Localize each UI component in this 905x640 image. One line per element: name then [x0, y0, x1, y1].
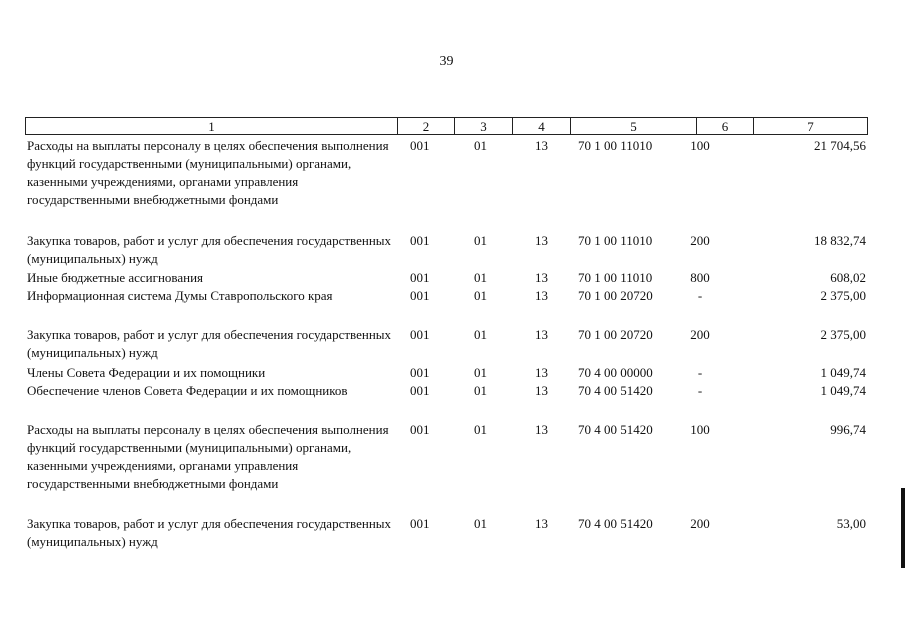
row-col-5: 70 4 00 51420: [578, 383, 653, 398]
row-col-2: 001: [410, 365, 430, 380]
row-col-3: 01: [474, 270, 487, 285]
row-col-7: 53,00: [836, 516, 866, 531]
row-col-5: 70 1 00 11010: [578, 138, 653, 153]
table-header: [25, 117, 868, 135]
row-col-5: 70 4 00 51420: [578, 516, 653, 531]
row-col-2: 001: [410, 383, 430, 398]
row-col-2: 001: [410, 138, 430, 153]
row-name: Информационная система Думы Ставропольского края: [27, 288, 333, 303]
row-col-2: 001: [410, 288, 430, 303]
row-col-6: 100: [690, 138, 710, 153]
row-col-3: 01: [474, 288, 487, 303]
header-col-5: 5: [571, 118, 697, 134]
row-col-7: 2 375,00: [820, 288, 866, 303]
row-col-7: 1 049,74: [820, 383, 866, 398]
row-col-3: 01: [474, 516, 487, 531]
row-col-3: 01: [474, 383, 487, 398]
row-name: Члены Совета Федерации и их помощники: [27, 365, 266, 380]
row-col-6: -: [697, 288, 703, 303]
row-col-2: 001: [410, 270, 430, 285]
row-name: Закупка товаров, работ и услуг для обеспечения государственных (муниципальных) нужд: [27, 233, 392, 266]
header-col-1: 1: [26, 118, 398, 134]
row-col-6: 100: [690, 422, 710, 437]
row-col-6: 200: [690, 327, 710, 342]
row-col-3: 01: [474, 327, 487, 342]
row-col-4: 13: [535, 327, 548, 342]
header-col-7: 7: [807, 119, 814, 134]
row-col-6: 200: [690, 516, 710, 531]
row-col-5: 70 4 00 00000: [578, 365, 653, 380]
row-col-4: 13: [535, 270, 548, 285]
row-col-2: 001: [410, 233, 430, 248]
row-col-5: 70 1 00 11010: [578, 233, 653, 248]
row-name: Расходы на выплаты персоналу в целях обеспечения выполнения функций государственными (муниципальными) органами, казенными учреждениями, органами управления государственными внебюджетными фондами: [27, 422, 389, 491]
row-col-2: 001: [410, 422, 430, 437]
row-col-7: 996,74: [830, 422, 866, 437]
row-col-5: 70 1 00 20720: [578, 327, 653, 342]
row-col-4: 13: [535, 383, 548, 398]
row-col-2: 001: [410, 516, 430, 531]
page-number: 39: [439, 54, 454, 69]
header-col-3: 3: [455, 118, 513, 134]
row-col-5: 70 4 00 51420: [578, 422, 653, 437]
header-col-2: 2: [398, 118, 455, 134]
row-col-5: 70 1 00 11010: [578, 270, 653, 285]
row-name: Закупка товаров, работ и услуг для обеспечения государственных (муниципальных) нужд: [27, 516, 392, 549]
row-col-4: 13: [535, 422, 548, 437]
header-col-4: 4: [513, 118, 571, 134]
row-col-6: -: [697, 383, 703, 398]
row-name: Иные бюджетные ассигнования: [27, 270, 204, 285]
row-col-7: 1 049,74: [820, 365, 866, 380]
row-col-4: 13: [535, 288, 548, 303]
scan-edge-mark: [901, 488, 905, 568]
row-col-5: 70 1 00 20720: [578, 288, 653, 303]
row-name: Обеспечение членов Совета Федерации и их помощников: [27, 383, 348, 398]
row-col-6: 200: [690, 233, 710, 248]
row-col-4: 13: [535, 365, 548, 380]
header-col-6: 6: [697, 118, 754, 134]
row-col-3: 01: [474, 138, 487, 153]
row-col-3: 01: [474, 365, 487, 380]
row-name: Расходы на выплаты персоналу в целях обеспечения выполнения функций государственными (муниципальными) органами, казенными учреждениями, органами управления государственными внебюджетными фондами: [27, 138, 389, 207]
row-name: Закупка товаров, работ и услуг для обеспечения государственных (муниципальных) нужд: [27, 327, 392, 360]
row-col-3: 01: [474, 422, 487, 437]
row-col-6: 800: [690, 270, 710, 285]
row-col-7: 21 704,56: [814, 138, 866, 153]
row-col-7: 18 832,74: [814, 233, 866, 248]
row-col-3: 01: [474, 233, 487, 248]
row-col-4: 13: [535, 138, 548, 153]
row-col-7: 608,02: [830, 270, 866, 285]
row-col-7: 2 375,00: [820, 327, 866, 342]
row-col-4: 13: [535, 233, 548, 248]
row-col-2: 001: [410, 327, 430, 342]
row-col-4: 13: [535, 516, 548, 531]
row-col-6: -: [697, 365, 703, 380]
